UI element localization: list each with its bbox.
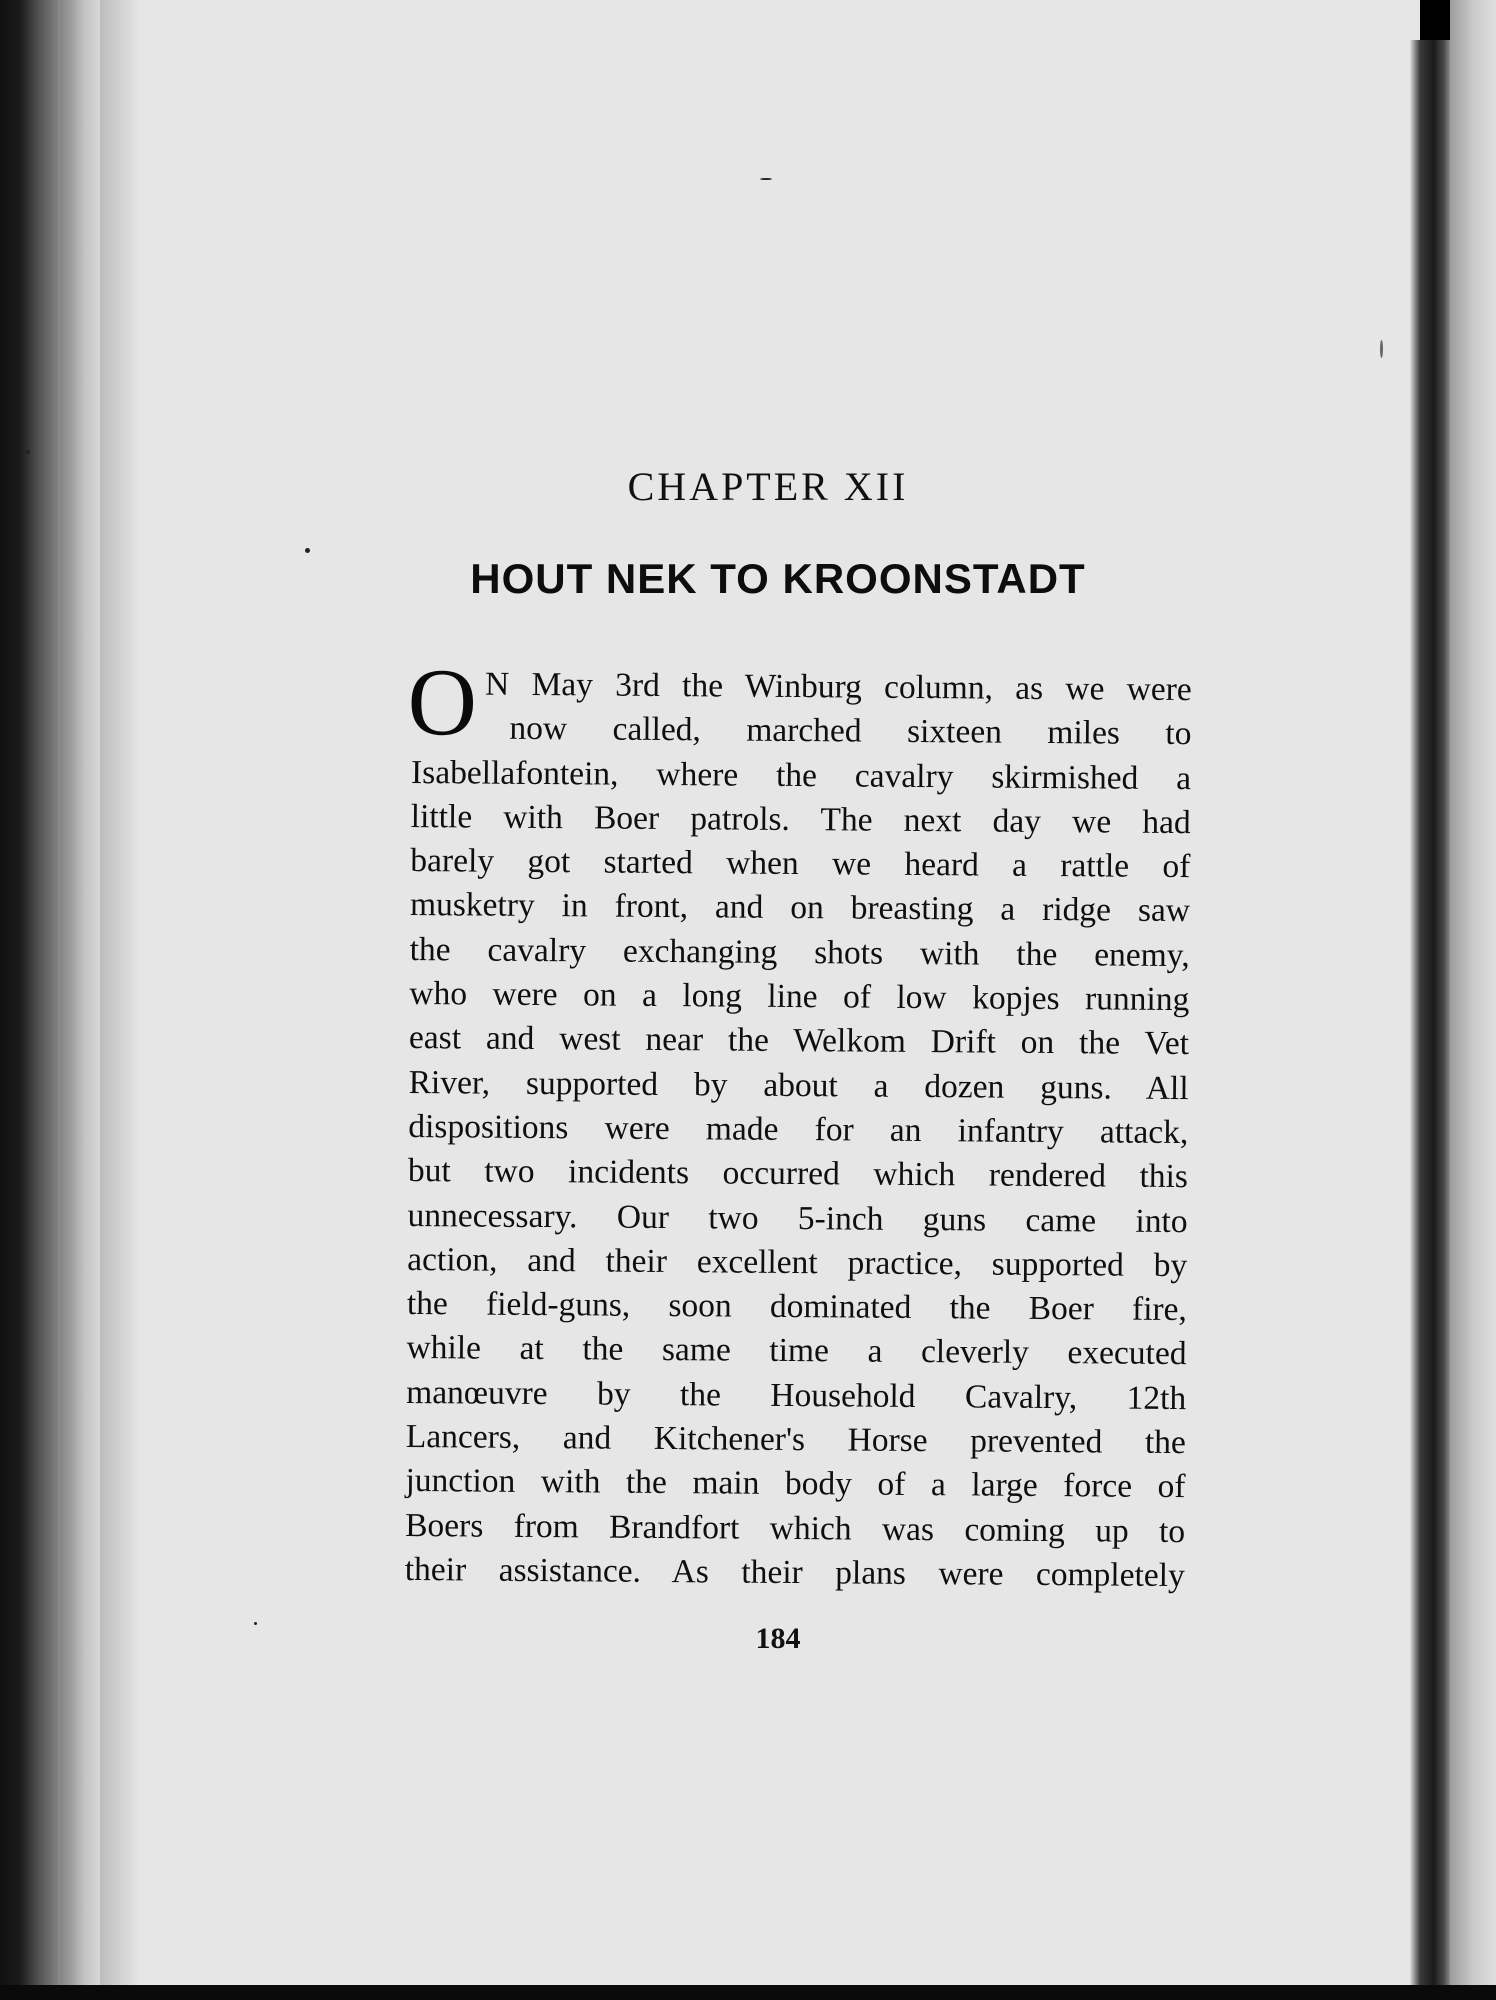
- text-line: unnecessary. Our two 5-inch guns came into: [407, 1196, 1188, 1240]
- text-line: while at the same time a cleverly executed: [406, 1329, 1187, 1373]
- text-line: Isabellafontein, where the cavalry skirmished a: [410, 753, 1192, 797]
- chapter-heading: CHAPTER XII: [627, 464, 909, 509]
- bottom-border: [0, 1985, 1496, 2000]
- text-line: little with Boer patrols. The next day we had: [410, 797, 1191, 842]
- drop-cap: O: [407, 647, 478, 756]
- text-line: now called, marched sixteen miles to: [509, 710, 1192, 753]
- text-line: the cavalry exchanging shots with the enemy,: [409, 930, 1190, 974]
- text-line: dispositions were made for an infantry attack,: [408, 1107, 1189, 1152]
- text-line: River, supported by about a dozen guns. All: [408, 1063, 1189, 1107]
- text-line: the field-guns, soon dominated the Boer fire,: [406, 1285, 1188, 1329]
- text-line: action, and their excellent practice, supported by: [407, 1240, 1188, 1284]
- text-line: barely got started when we heard a rattle of: [410, 842, 1191, 886]
- page-edge-line: [78, 0, 80, 2000]
- text-line: their assistance. As their plans were completely: [404, 1550, 1185, 1595]
- chapter-body-text: [404, 647, 1192, 1598]
- chapter-title: HOUT NEK TO KROONSTADT: [470, 555, 1086, 602]
- text-line: who were on a long line of low kopjes running: [409, 975, 1190, 1019]
- text-line: junction with the main body of a large force of: [405, 1462, 1186, 1506]
- right-page-edge: [1450, 0, 1496, 2000]
- page-edge-line: [92, 0, 94, 2000]
- text-line: but two incidents occurred which rendered this: [407, 1152, 1189, 1196]
- text-line: musketry in front, and on breasting a ridge saw: [409, 886, 1191, 930]
- right-page-fold: [1410, 40, 1450, 1990]
- text-line: N May 3rd the Winburg column, as we were: [484, 665, 1192, 709]
- text-line: east and west near the Welkom Drift on the Vet: [408, 1019, 1190, 1063]
- text-line: manœuvre by the Household Cavalry, 12th: [406, 1373, 1187, 1417]
- text-line: Lancers, and Kitchener's Horse prevented the: [405, 1418, 1186, 1462]
- page-edge-line: [58, 0, 60, 2000]
- text-line: Boers from Brandfort which was coming up to: [405, 1506, 1186, 1550]
- page-number: 184: [755, 1622, 801, 1655]
- page-gutter-shadow: [100, 0, 140, 1985]
